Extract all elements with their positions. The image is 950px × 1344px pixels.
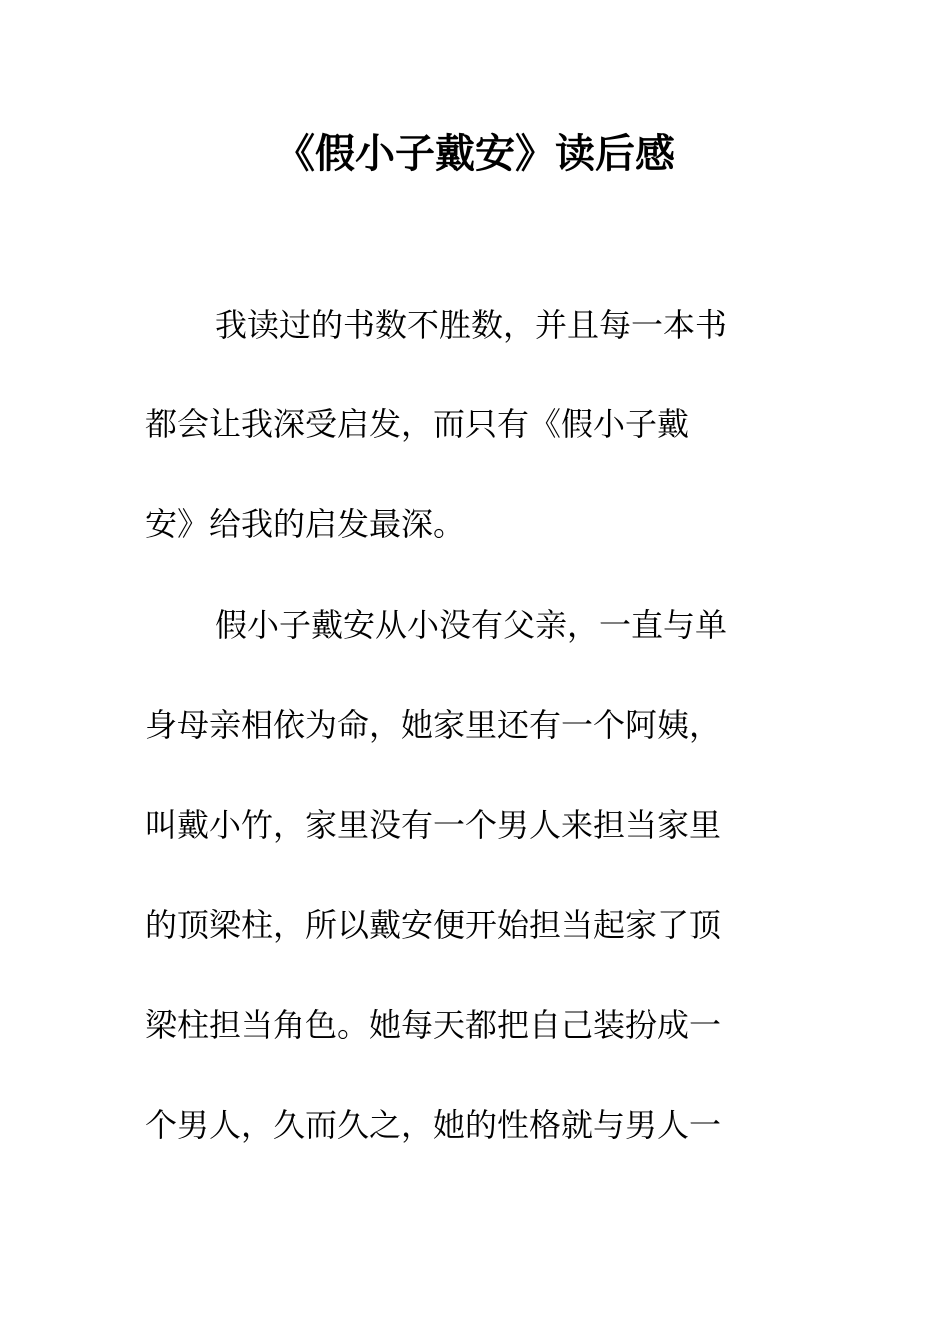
paragraph-2-line-2: 身母亲相依为命，她家里还有一个阿姨， <box>145 706 722 744</box>
paragraph-1-line-1: 我读过的书数不胜数，并且每一本书 <box>215 306 728 344</box>
paragraph-2-line-5: 梁柱担当角色。她每天都把自己装扮成一 <box>145 1006 722 1044</box>
document-title: 《假小子戴安》读后感 <box>275 131 675 177</box>
paragraph-1-line-2: 都会让我深受启发，而只有《假小子戴 <box>145 405 690 443</box>
paragraph-1-line-3: 安》给我的启发最深。 <box>145 505 466 543</box>
paragraph-2-line-4: 的顶梁柱，所以戴安便开始担当起家了顶 <box>145 906 722 944</box>
paragraph-2-line-1: 假小子戴安从小没有父亲，一直与单 <box>215 606 728 644</box>
paragraph-2-line-3: 叫戴小竹，家里没有一个男人来担当家里 <box>145 806 722 844</box>
paragraph-2-line-6: 个男人，久而久之，她的性格就与男人一 <box>145 1106 722 1144</box>
